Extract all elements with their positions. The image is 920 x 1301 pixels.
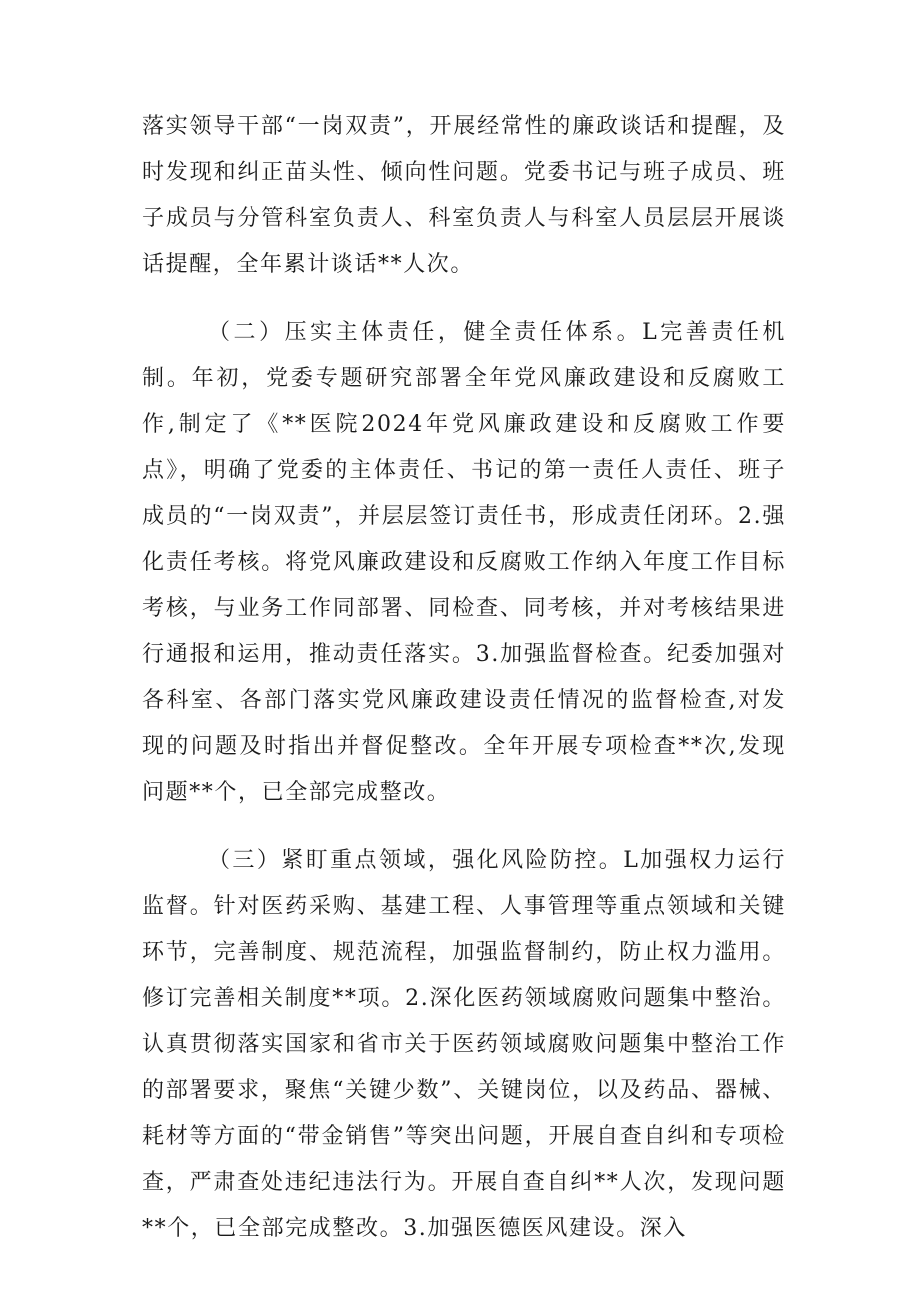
paragraph-section-three: （三）紧盯重点领域，强化风险防控。L加强权力运行监督。针对医药采购、基建工程、人事管理等重点领域和关键环节，完善制度、规范流程，加强监督制约，防止权力滥用。修订完善相关制度**项。2.深化医药领域腐败问题集中整治。认真贯彻落实国家和省市关于医药领域腐败问题集中整治工作的部署要求，聚焦“关键少数”、关键岗位，以及药品、器械、耗材等方面的“带金销售”等突出问题，开展自查自纠和专项检查，严肃查处违纪违法行为。开展自查自纠**人次，发现问题**个，已全部完成整改。3.加强医德医风建设。深入 (142, 848, 786, 1241)
paragraph-section-two: （二）压实主体责任，健全责任体系。L完善责任机制。年初，党委专题研究部署全年党风廉政建设和反腐败工作,制定了《**医院2024年党风廉政建设和反腐败工作要点》，明确了党委的主体责任、书记的第一责任人责任、班子成员的“一岗双责”，并层层签订责任书，形成责任闭环。2.强化责任考核。将党风廉政建设和反腐败工作纳入年度工作目标考核，与业务工作同部署、同检查、同考核，并对考核结果进行通报和运用，推动责任落实。3.加强监督检查。纪委加强对各科室、各部门落实党风廉政建设责任情况的监督检查,对发现的问题及时指出并督促整改。全年开展专项检查**次,发现问题**个，已全部完成整改。 (142, 320, 786, 805)
paragraph-responsibility-talks: 落实领导干部“一岗双责”，开展经常性的廉政谈话和提醒，及时发现和纠正苗头性、倾向性问题。党委书记与班子成员、班子成员与分管科室负责人、科室负责人与科室人员层层开展谈话提醒，全年累计谈话**人次。 (142, 114, 786, 277)
document-body (142, 104, 786, 1274)
